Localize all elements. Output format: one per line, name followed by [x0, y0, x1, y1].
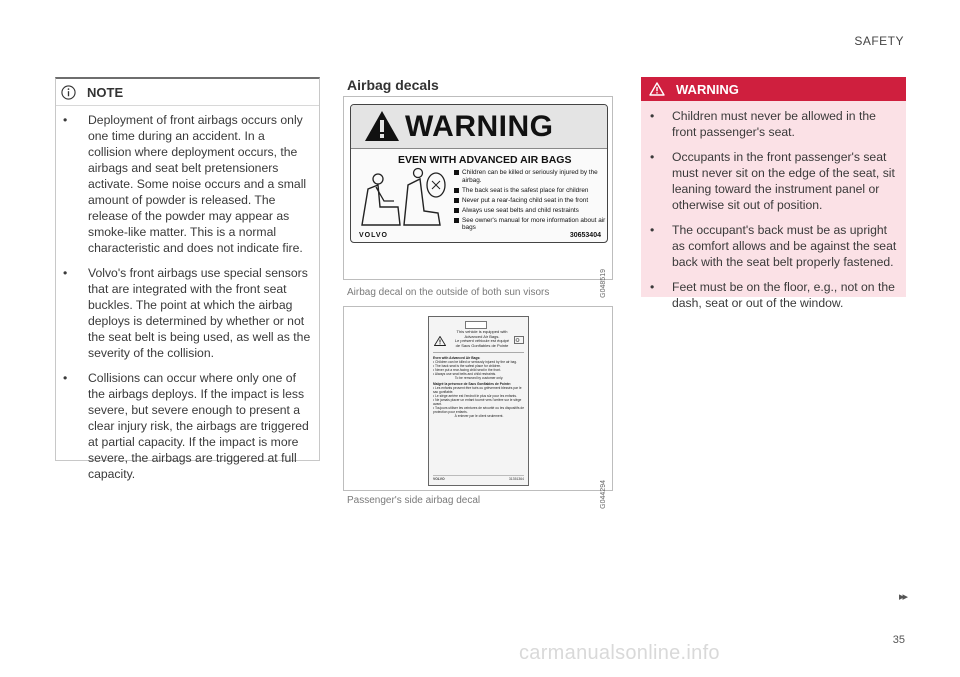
- next-page-arrows[interactable]: ▸▸: [898, 591, 906, 603]
- decal-banner: [351, 105, 607, 149]
- list-item: See owner's manual for more information about air bags: [454, 217, 606, 232]
- list-item: Never put a rear-facing child seat in the front: [454, 197, 606, 205]
- warning-box: [641, 77, 906, 310]
- info-icon: [61, 85, 76, 100]
- section-header: SAFETY: [854, 34, 904, 48]
- decal-brand: VOLVO: [359, 232, 388, 239]
- list-item: • Occupants in the front passenger's seat must never sit on the edge of the seat, sit leaning toward the instrument panel or otherwise sit out of position.: [650, 150, 895, 212]
- passenger-airbag-decal: [428, 316, 529, 486]
- decal-subheading: EVEN WITH ADVANCED AIR BAGS: [398, 154, 572, 166]
- child-seat-airbag-icon: [358, 167, 450, 229]
- list-item: Always use seat belts and child restraints: [454, 207, 606, 215]
- decal-body: Even with Advanced Air Bags: • Children can be killed or seriously injured by the air bag. • The back seat is the safest place for children. • Never put a rear-facing child seat in the front. • Always use seat belts and child restraints. To be removed by customer only. Malgré la présence de Sacs Gonflables de Pointe: • Les enfants peuvent être tués ou grièvement blessés par le sac gonflable. • Le siège arrière est l'endroit le plus sûr pour les enfants. • Ne jamais placer un enfant tourné vers l'arrière sur le siège avant. • Toujours utiliser les ceintures de sécurité ou les dispositifs de protection pour enfants. À enlever par le client seulement.: [433, 356, 525, 419]
- warning-decal: [350, 104, 608, 243]
- warning-triangle-icon: [434, 336, 446, 346]
- decal-tab: [465, 321, 487, 329]
- warning-triangle-icon: [649, 82, 665, 96]
- warning-header: [641, 77, 906, 101]
- list-item: Children can be killed or seriously injured by the airbag.: [454, 169, 606, 184]
- list-item: • Collisions can occur where only one of the airbags deploys. If the impact is less severe, but severe enough to present a clear injury risk, the airbags are triggered at partial capacity. If the impact is more severe, the airbags are triggered at full capacity.: [63, 371, 309, 481]
- decal-heading: WARNING: [405, 110, 554, 143]
- figure-caption: Airbag decal on the outside of both sun visors: [347, 287, 550, 298]
- decal-items: [454, 169, 606, 234]
- list-item: • The occupant's back must be as upright as comfort allows and be against the seat back with the seat belt properly fastened.: [650, 223, 897, 269]
- warning-title: WARNING: [676, 81, 739, 97]
- list-item: • Volvo's front airbags use special sensors that are integrated with the front seat buckles. The point at which the airbag deploys is determined by whether or not the seat belt is being used, as well as the severity of the collision.: [63, 266, 311, 360]
- list-item: • Children must never be allowed in the front passenger's seat.: [650, 109, 876, 139]
- list-item: • Deployment of front airbags occurs only one time during an accident. In a collision where deployment occurs, the airbags and seat belt pretensioners activate. Some noise occurs and a small amount of powder is released. The release of the powder may appear as smoke-like matter. This is a normal characteristic and does not indicate fire.: [63, 113, 307, 255]
- figure-code: G048519: [600, 269, 607, 298]
- decal-footer: VOLVO 31351364: [433, 477, 524, 481]
- warning-triangle-icon: [363, 109, 401, 143]
- note-list: [56, 106, 319, 482]
- decal-part-number: 30653404: [569, 232, 601, 239]
- decal-header-text: This vehicle is equipped with Advanced Air Bags. Le présent véhicule est équipé de Sacs Gonflables de Pointe: [454, 329, 510, 348]
- warning-list: [641, 101, 906, 311]
- section-title: Airbag decals: [347, 77, 439, 93]
- watermark: carmanualsonline.info: [519, 642, 720, 664]
- note-header: [56, 79, 319, 106]
- airbag-icon: [514, 336, 524, 344]
- figure-code: G044294: [600, 480, 607, 509]
- list-item: • Feet must be on the floor, e.g., not on the dash, seat or out of the window.: [650, 280, 895, 310]
- figure-caption: Passenger's side airbag decal: [347, 495, 481, 506]
- page-number: 35: [892, 634, 905, 646]
- decal-header: [433, 330, 524, 353]
- list-item: The back seat is the safest place for children: [454, 187, 606, 195]
- note-box: [55, 77, 320, 481]
- note-title: NOTE: [87, 84, 124, 100]
